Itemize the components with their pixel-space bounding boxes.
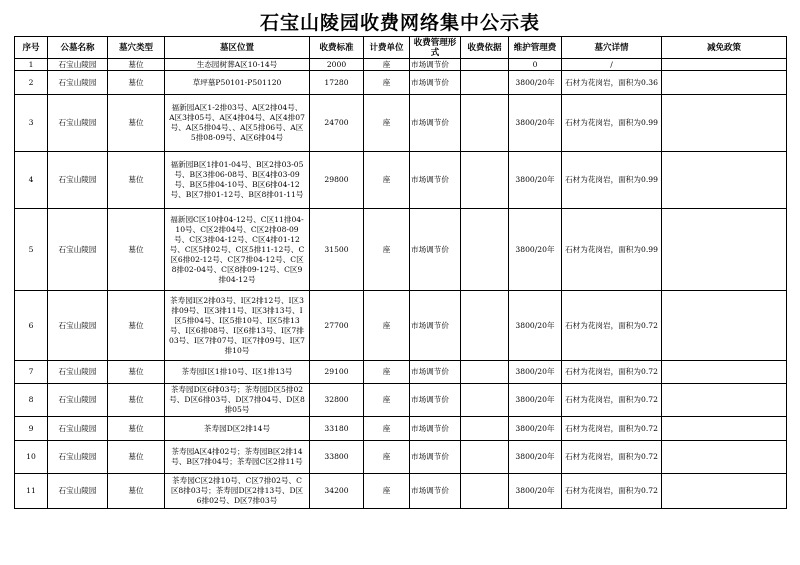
cell-relief xyxy=(662,384,787,417)
table-row xyxy=(15,152,787,209)
cell-form: 市场调节价 xyxy=(410,59,461,71)
cell-type: 墓位 xyxy=(108,59,165,71)
cell-price: 31500 xyxy=(310,209,364,291)
cell-detail: 石材为花岗岩，面积为0.72 xyxy=(562,384,662,417)
cell-detail: 石材为花岗岩，面积为0.72 xyxy=(562,417,662,441)
cell-basis xyxy=(461,209,509,291)
header-location: 墓区位置 xyxy=(165,37,310,59)
table-row xyxy=(15,71,787,95)
cell-maint: 3800/20年 xyxy=(509,441,562,474)
cell-detail: / xyxy=(562,59,662,71)
cell-relief xyxy=(662,59,787,71)
cell-detail: 石材为花岗岩，面积为0.72 xyxy=(562,474,662,509)
cell-location: 茶寿园A区4排02号；茶寿园B区2排14号、B区7排04号；茶寿园C区2排11号 xyxy=(165,441,310,474)
cell-cemetery: 石宝山陵园 xyxy=(48,474,108,509)
cell-form: 市场调节价 xyxy=(410,474,461,509)
cell-seq: 4 xyxy=(15,152,48,209)
cell-detail: 石材为花岗岩，面积为0.99 xyxy=(562,152,662,209)
cell-cemetery: 石宝山陵园 xyxy=(48,441,108,474)
cell-price: 33180 xyxy=(310,417,364,441)
cell-detail: 石材为花岗岩，面积为0.99 xyxy=(562,95,662,152)
table-row xyxy=(15,441,787,474)
cell-type: 墓位 xyxy=(108,291,165,361)
cell-form: 市场调节价 xyxy=(410,95,461,152)
cell-unit: 座 xyxy=(364,417,410,441)
cell-relief xyxy=(662,441,787,474)
cell-unit: 座 xyxy=(364,71,410,95)
cell-detail: 石材为花岗岩，面积为0.72 xyxy=(562,441,662,474)
table-row xyxy=(15,59,787,71)
table-row xyxy=(15,384,787,417)
header-type: 墓穴类型 xyxy=(108,37,165,59)
cell-relief xyxy=(662,474,787,509)
cell-location: 茶寿园D区2排14号 xyxy=(165,417,310,441)
cell-price: 32800 xyxy=(310,384,364,417)
cell-basis xyxy=(461,384,509,417)
cell-seq: 1 xyxy=(15,59,48,71)
cell-type: 墓位 xyxy=(108,441,165,474)
cell-basis xyxy=(461,417,509,441)
table-row xyxy=(15,291,787,361)
cell-form: 市场调节价 xyxy=(410,361,461,384)
cell-relief xyxy=(662,361,787,384)
cell-cemetery: 石宝山陵园 xyxy=(48,59,108,71)
cell-basis xyxy=(461,441,509,474)
cell-type: 墓位 xyxy=(108,209,165,291)
cell-seq: 6 xyxy=(15,291,48,361)
page-title: 石宝山陵园收费网络集中公示表 xyxy=(259,12,540,34)
cell-detail: 石材为花岗岩，面积为0.72 xyxy=(562,291,662,361)
table-row xyxy=(15,95,787,152)
cell-price: 17280 xyxy=(310,71,364,95)
cell-form: 市场调节价 xyxy=(410,71,461,95)
cell-cemetery: 石宝山陵园 xyxy=(48,417,108,441)
cell-relief xyxy=(662,417,787,441)
cell-basis xyxy=(461,59,509,71)
cell-price: 27700 xyxy=(310,291,364,361)
cell-basis xyxy=(461,291,509,361)
cell-price: 24700 xyxy=(310,95,364,152)
cell-maint: 3800/20年 xyxy=(509,291,562,361)
cell-unit: 座 xyxy=(364,152,410,209)
header-seq: 序号 xyxy=(15,37,48,59)
cell-seq: 10 xyxy=(15,441,48,474)
cell-location: 福新园B区1排01-04号、B区2排03-05号、B区3排06-08号、B区4排03-09号、B区5排04-10号、B区6排04-12号、B区7排01-12号、B区8排01-11号 xyxy=(165,152,310,209)
cell-seq: 8 xyxy=(15,384,48,417)
table-row xyxy=(15,209,787,291)
cell-location: 福新园A区1-2排03号、A区2排04号、A区3排05号、A区4排04号、A区4排07号、A区5排04号、、A区5排06号、A区5排08-09号、A区6排04号 xyxy=(165,95,310,152)
cell-detail: 石材为花岗岩，面积为0.36 xyxy=(562,71,662,95)
cell-form: 市场调节价 xyxy=(410,209,461,291)
cell-unit: 座 xyxy=(364,441,410,474)
cell-type: 墓位 xyxy=(108,417,165,441)
fee-table xyxy=(14,36,787,509)
cell-price: 33800 xyxy=(310,441,364,474)
cell-type: 墓位 xyxy=(108,384,165,417)
cell-unit: 座 xyxy=(364,95,410,152)
cell-seq: 9 xyxy=(15,417,48,441)
cell-price: 34200 xyxy=(310,474,364,509)
cell-basis xyxy=(461,474,509,509)
cell-detail: 石材为花岗岩，面积为0.72 xyxy=(562,361,662,384)
cell-unit: 座 xyxy=(364,59,410,71)
table-row xyxy=(15,417,787,441)
cell-price: 29800 xyxy=(310,152,364,209)
header-row xyxy=(15,37,787,59)
cell-price: 29100 xyxy=(310,361,364,384)
header-relief: 减免政策 xyxy=(662,37,787,59)
cell-detail: 石材为花岗岩，面积为0.99 xyxy=(562,209,662,291)
cell-cemetery: 石宝山陵园 xyxy=(48,361,108,384)
cell-form: 市场调节价 xyxy=(410,291,461,361)
cell-basis xyxy=(461,71,509,95)
cell-maint: 3800/20年 xyxy=(509,95,562,152)
cell-relief xyxy=(662,95,787,152)
cell-relief xyxy=(662,71,787,95)
cell-location: 福新园C区10排04-12号、C区11排04-10号、C区2排04号、C区2排08-09号、C区3排04-12号、C区4排01-12号、C区5排02号、C区5排11-12号、C区6排02-12号、C区7排04-12号、C区8排02-04号、C区8排09-12号、C区9排04-12号 xyxy=(165,209,310,291)
cell-maint: 3800/20年 xyxy=(509,474,562,509)
header-cemetery: 公墓名称 xyxy=(48,37,108,59)
cell-type: 墓位 xyxy=(108,71,165,95)
cell-maint: 0 xyxy=(509,59,562,71)
cell-unit: 座 xyxy=(364,474,410,509)
header-maint: 维护管理费 xyxy=(509,37,562,59)
cell-seq: 3 xyxy=(15,95,48,152)
header-detail: 墓穴详情 xyxy=(562,37,662,59)
cell-location: 生态园树葬A区10-14号 xyxy=(165,59,310,71)
cell-form: 市场调节价 xyxy=(410,417,461,441)
cell-maint: 3800/20年 xyxy=(509,152,562,209)
cell-unit: 座 xyxy=(364,209,410,291)
cell-maint: 3800/20年 xyxy=(509,384,562,417)
cell-relief xyxy=(662,291,787,361)
cell-maint: 3800/20年 xyxy=(509,71,562,95)
cell-type: 墓位 xyxy=(108,361,165,384)
cell-location: 茶寿园I区2排03号、I区2排12号、I区3排09号、I区3排11号、I区3排13号、I区5排04号、I区5排10号、I区5排13号、I区6排08号、I区6排13号、I区7排03号、I区7排07号、I区7排09号、I区7排10号 xyxy=(165,291,310,361)
cell-cemetery: 石宝山陵园 xyxy=(48,291,108,361)
cell-basis xyxy=(461,152,509,209)
cell-form: 市场调节价 xyxy=(410,384,461,417)
cell-location: 茶寿园C区2排10号、C区7排02号、C区8排03号；茶寿园D区2排13号、D区6排02号、D区7排03号 xyxy=(165,474,310,509)
cell-cemetery: 石宝山陵园 xyxy=(48,209,108,291)
cell-cemetery: 石宝山陵园 xyxy=(48,384,108,417)
cell-relief xyxy=(662,152,787,209)
cell-cemetery: 石宝山陵园 xyxy=(48,95,108,152)
cell-relief xyxy=(662,209,787,291)
cell-cemetery: 石宝山陵园 xyxy=(48,152,108,209)
cell-unit: 座 xyxy=(364,384,410,417)
cell-seq: 11 xyxy=(15,474,48,509)
cell-seq: 5 xyxy=(15,209,48,291)
header-price: 收费标准 xyxy=(310,37,364,59)
cell-unit: 座 xyxy=(364,361,410,384)
cell-basis xyxy=(461,361,509,384)
cell-type: 墓位 xyxy=(108,95,165,152)
header-unit: 计费单位 xyxy=(364,37,410,59)
cell-seq: 7 xyxy=(15,361,48,384)
cell-maint: 3800/20年 xyxy=(509,361,562,384)
cell-maint: 3800/20年 xyxy=(509,209,562,291)
header-basis: 收费依据 xyxy=(461,37,509,59)
cell-cemetery: 石宝山陵园 xyxy=(48,71,108,95)
cell-location: 草坪墓P50101-P501120 xyxy=(165,71,310,95)
cell-form: 市场调节价 xyxy=(410,441,461,474)
cell-basis xyxy=(461,95,509,152)
cell-type: 墓位 xyxy=(108,152,165,209)
cell-seq: 2 xyxy=(15,71,48,95)
cell-location: 茶寿园D区6排03号；茶寿园D区5排02号、D区6排03号、D区7排04号、D区8排05号 xyxy=(165,384,310,417)
cell-location: 茶寿园I区1排10号、I区1排13号 xyxy=(165,361,310,384)
cell-unit: 座 xyxy=(364,291,410,361)
table-row xyxy=(15,474,787,509)
header-form: 收费管理形 式 xyxy=(410,37,461,59)
table-row xyxy=(15,361,787,384)
cell-type: 墓位 xyxy=(108,474,165,509)
cell-form: 市场调节价 xyxy=(410,152,461,209)
cell-price: 2000 xyxy=(310,59,364,71)
cell-maint: 3800/20年 xyxy=(509,417,562,441)
